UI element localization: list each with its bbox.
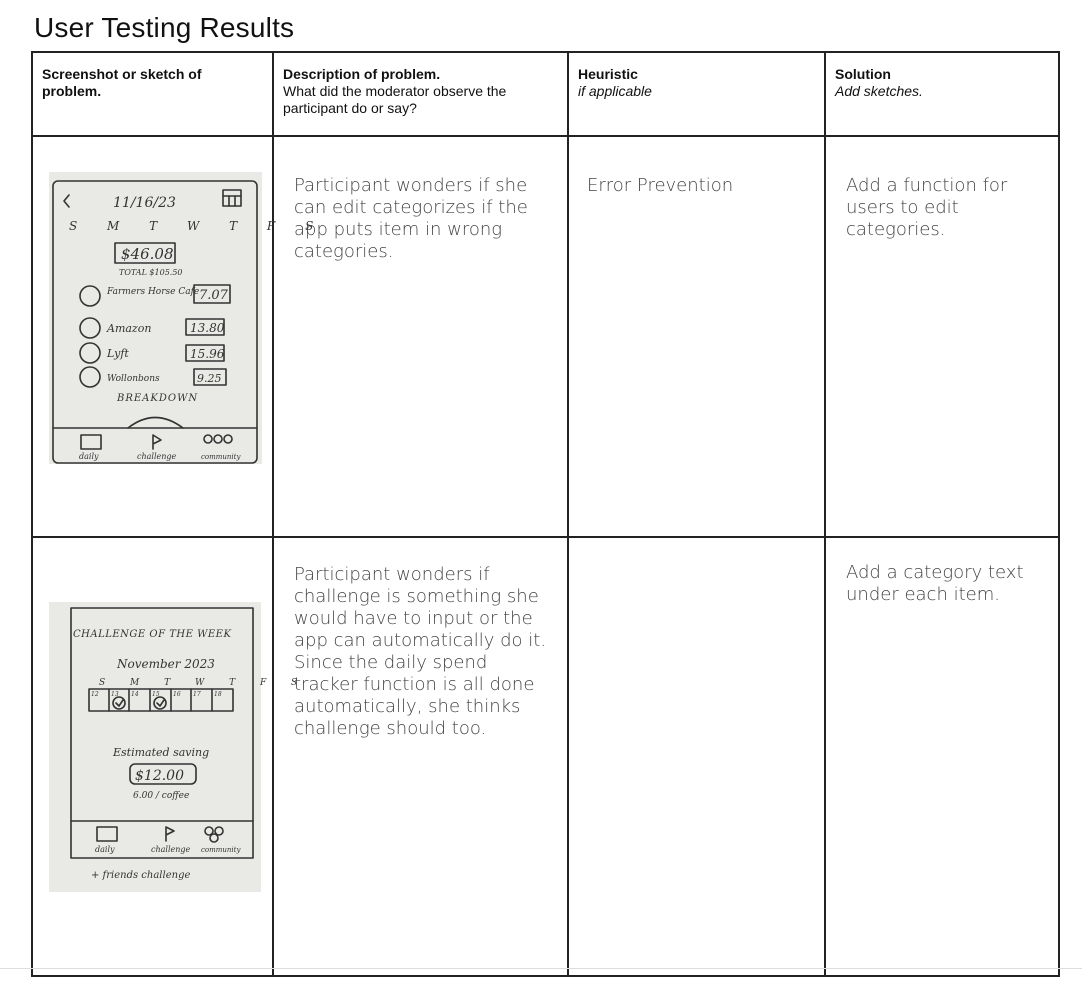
- sketch-item-name: Farmers Horse Cafe: [107, 287, 200, 297]
- sketch-weekdays: S M T W T F S: [99, 678, 309, 688]
- header-label: Heuristic: [578, 66, 638, 82]
- sketch-daily-tracker: [33, 137, 327, 536]
- challenge-sketch: [33, 538, 309, 970]
- solution-text: Add a category text under each item.: [846, 562, 1024, 605]
- sketch-rate: 6.00 / coffee: [133, 791, 190, 801]
- header-screenshot: [32, 52, 273, 136]
- sketch-date-cell: 14: [131, 691, 139, 698]
- sketch-item-name: Lyft: [107, 347, 129, 360]
- problem-description: Participant wonders if she can edit categorizes if the app puts item in wrong categories.: [294, 175, 528, 262]
- header-label: Description of problem.: [283, 66, 441, 82]
- header-italic-note: Add sketches.: [835, 83, 923, 99]
- header-label: Solution: [835, 66, 891, 82]
- sketch-amount: $12.00: [135, 768, 184, 784]
- sketch-nav-label: challenge: [137, 452, 177, 461]
- solution-cell: [825, 537, 1059, 976]
- sketch-item-value: 13.80: [190, 321, 225, 335]
- sketch-date-cell: 17: [193, 691, 201, 698]
- page-title: User Testing Results: [34, 12, 295, 43]
- header-sublabel: What did the moderator observe the participant do or say?: [283, 83, 507, 116]
- sketch-date-cell: 15: [152, 691, 160, 698]
- sketch-total: TOTAL $105.50: [119, 268, 183, 277]
- sketch-month: November 2023: [117, 657, 215, 671]
- sketch-footer: + friends challenge: [91, 870, 191, 881]
- daily-tracker-sketch: [33, 137, 327, 531]
- sketch-date-cell: 12: [91, 691, 99, 698]
- description-cell: [273, 537, 568, 976]
- header-label: Screenshot or sketch of problem.: [42, 66, 202, 99]
- sketch-nav-label: daily: [95, 845, 115, 854]
- heuristic-text: [569, 538, 824, 564]
- table-header-row: [32, 52, 1059, 136]
- solution-text: Add a function for users to edit categories.: [846, 175, 1008, 240]
- sketch-paper: [49, 172, 262, 464]
- sketch-heading: CHALLENGE OF THE WEEK: [73, 629, 232, 640]
- sketch-challenge: [33, 538, 309, 975]
- sketch-estimated: Estimated saving: [113, 746, 210, 759]
- header-solution: [825, 52, 1059, 136]
- sketch-item-name: Wollonbons: [107, 374, 160, 384]
- table-row: [32, 537, 1059, 976]
- sketch-amount: $46.08: [121, 245, 174, 263]
- sketch-date-cell: 13: [111, 691, 119, 698]
- solution-cell: [825, 136, 1059, 537]
- header-italic-note: if applicable: [578, 83, 652, 99]
- sketch-nav-label: community: [201, 453, 241, 461]
- sketch-item-value: 9.25: [197, 372, 222, 385]
- sketch-date-cell: 18: [214, 691, 222, 698]
- heuristic-text: Error Prevention: [587, 175, 734, 196]
- page-bottom-rule: [0, 968, 1082, 969]
- results-table: [31, 51, 1060, 977]
- sketch-nav-label: challenge: [151, 845, 191, 854]
- header-description: [273, 52, 568, 136]
- sketch-cell: [32, 537, 309, 976]
- header-heuristic: [568, 52, 825, 136]
- sketch-breakdown: BREAKDOWN: [117, 393, 199, 404]
- sketch-date: 11/16/23: [113, 195, 176, 211]
- sketch-weekdays: S M T W T F S: [69, 219, 327, 233]
- heuristic-cell: [568, 136, 825, 537]
- sketch-cell: [32, 136, 327, 537]
- heuristic-cell: [568, 537, 825, 976]
- problem-description: Participant wonders if challenge is something she would have to input or the app can automatically do it. Since the daily spend tracker function is all done automatically, she thinks challenge should too.: [294, 564, 547, 739]
- sketch-nav-label: community: [201, 846, 241, 854]
- sketch-item-value: 7.07: [199, 288, 228, 303]
- sketch-item-value: 15.96: [190, 347, 225, 361]
- sketch-nav-label: daily: [79, 452, 99, 461]
- sketch-date-cell: 16: [173, 691, 181, 698]
- description-cell: [273, 136, 568, 537]
- table-row: [32, 136, 1059, 537]
- sketch-item-name: Amazon: [107, 322, 152, 335]
